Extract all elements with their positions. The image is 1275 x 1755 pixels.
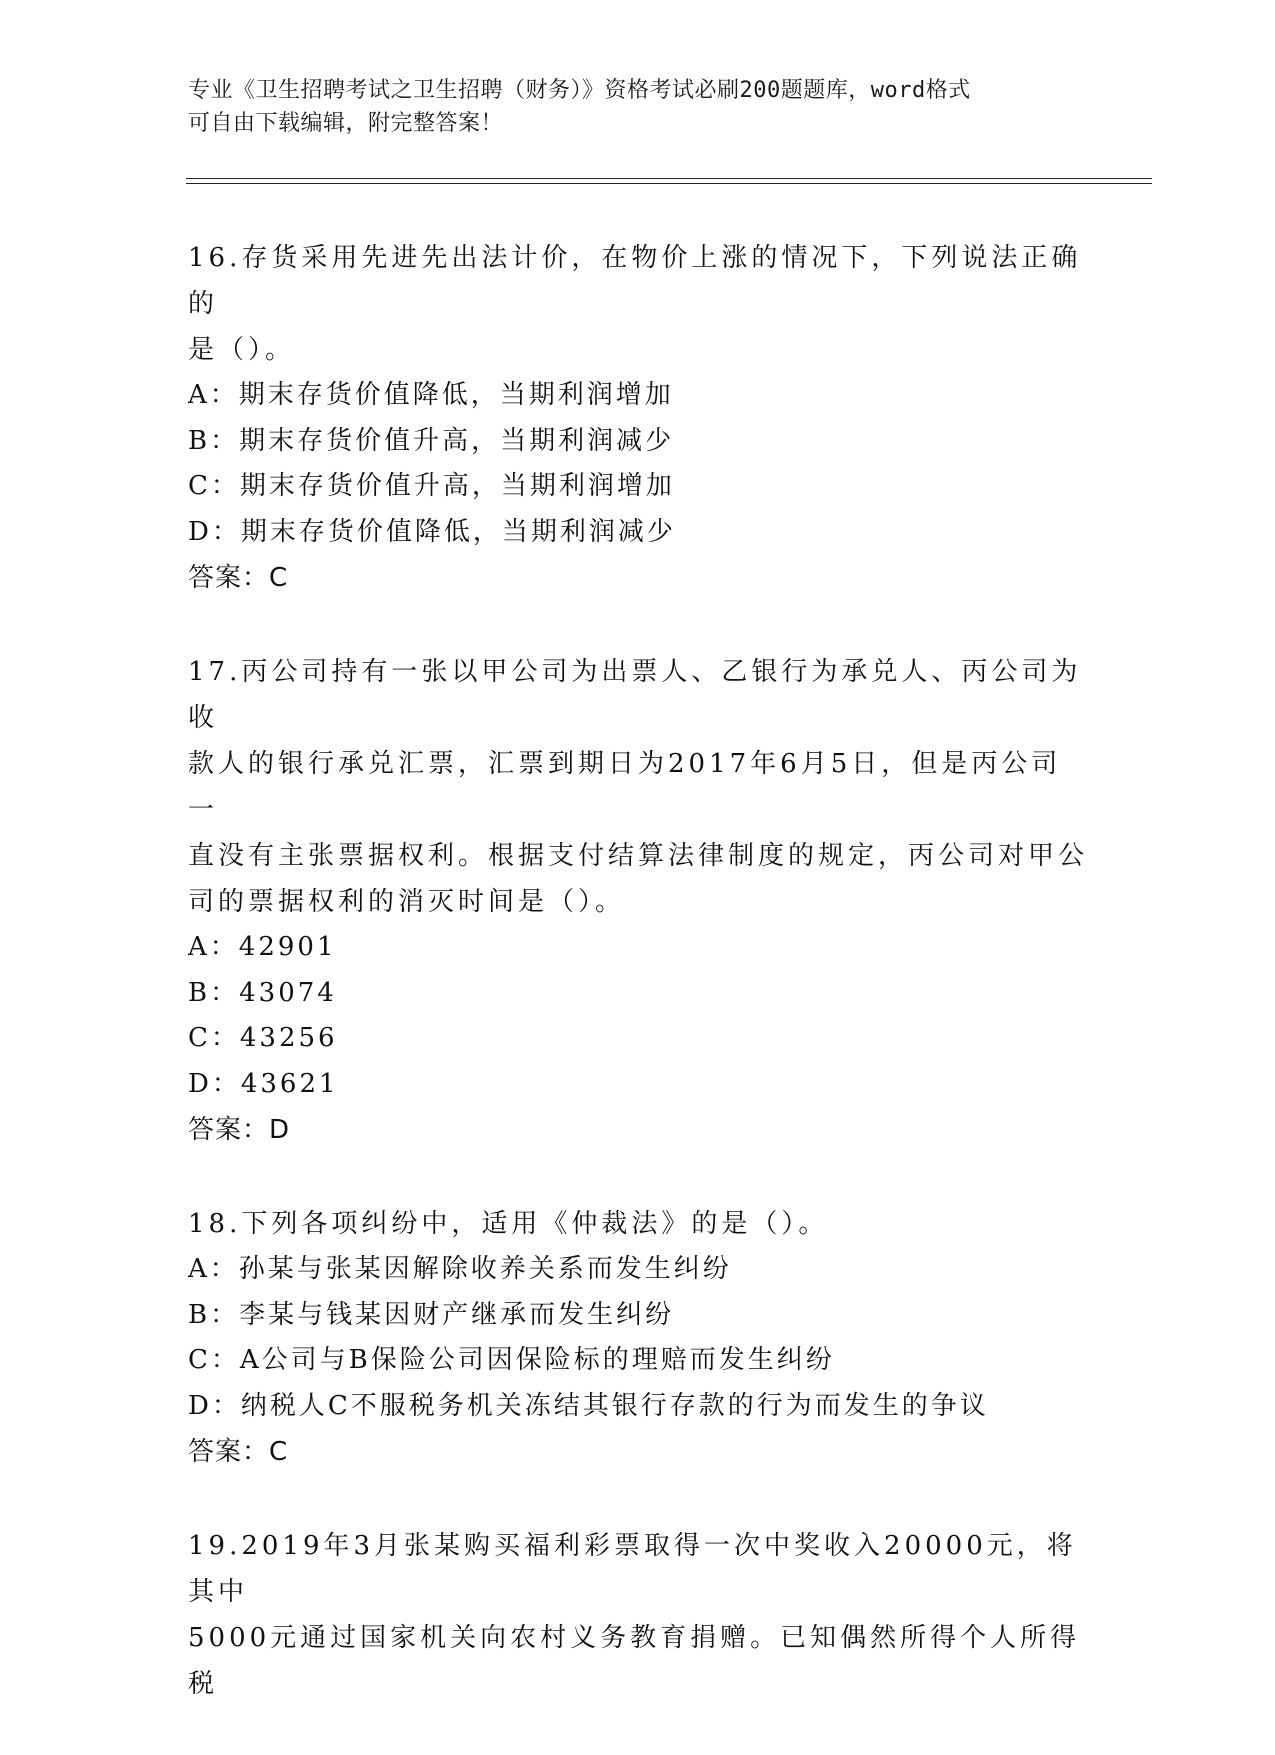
question-stem-line: 17.丙公司持有一张以甲公司为出票人、乙银行为承兑人、丙公司为收	[188, 657, 1082, 733]
option-b: B：李某与钱某因财产继承而发生纠纷	[188, 1299, 675, 1330]
answer: 答案：D	[188, 1115, 291, 1145]
header-divider-bottom	[186, 183, 1152, 184]
question-stem-line: 16.存货采用先进先出法计价，在物价上涨的情况下，下列说法正确的	[188, 243, 1082, 319]
option-c: C：A公司与B保险公司因保险标的理赔而发生纠纷	[188, 1345, 835, 1375]
document-header	[188, 74, 1068, 140]
question-stem-line: 5000元通过国家机关向农村义务教育捐赠。已知偶然所得个人所得税	[188, 1623, 1081, 1699]
question-stem-line: 款人的银行承兑汇票，汇票到期日为2017年6月5日，但是丙公司一	[188, 749, 1062, 825]
option-b: B：43074	[188, 977, 337, 1008]
question-stem-line: 直没有主张票据权利。根据支付结算法律制度的规定，丙公司对甲公	[188, 841, 1089, 871]
question-18	[188, 1201, 1088, 1475]
question-17	[188, 649, 1088, 1153]
question-stem-line: 司的票据权利的消灭时间是（）。	[188, 887, 626, 917]
question-stem-line: 是（）。	[188, 335, 296, 365]
header-line-2: 可自由下载编辑，附完整答案！	[188, 111, 504, 136]
option-d: D：43621	[188, 1068, 339, 1099]
question-19	[188, 1523, 1088, 1707]
answer: 答案：C	[188, 1437, 289, 1467]
option-a: A：期末存货价值降低，当期利润增加	[188, 380, 674, 410]
option-d: D：期末存货价值降低，当期利润减少	[188, 516, 676, 547]
option-a: A：孙某与张某因解除收养关系而发生纠纷	[188, 1254, 732, 1284]
answer: 答案：C	[188, 563, 289, 593]
question-stem-line: 19.2019年3月张某购买福利彩票取得一次中奖收入20000元，将其中	[188, 1531, 1077, 1607]
header-divider-top	[186, 178, 1152, 179]
option-b: B：期末存货价值升高，当期利润减少	[188, 425, 675, 456]
question-list	[188, 235, 1088, 1755]
option-c: C：43256	[188, 1023, 338, 1053]
header-line-1: 专业《卫生招聘考试之卫生招聘（财务）》资格考试必刷200题题库，word格式	[188, 78, 971, 103]
question-16	[188, 235, 1088, 601]
option-c: C：期末存货价值升高，当期利润增加	[188, 471, 675, 501]
option-a: A：42901	[188, 932, 337, 962]
option-d: D：纳税人C不服税务机关冻结其银行存款的行为而发生的争议	[188, 1390, 989, 1421]
question-stem-line: 18.下列各项纠纷中，适用《仲裁法》的是（）。	[188, 1209, 829, 1239]
